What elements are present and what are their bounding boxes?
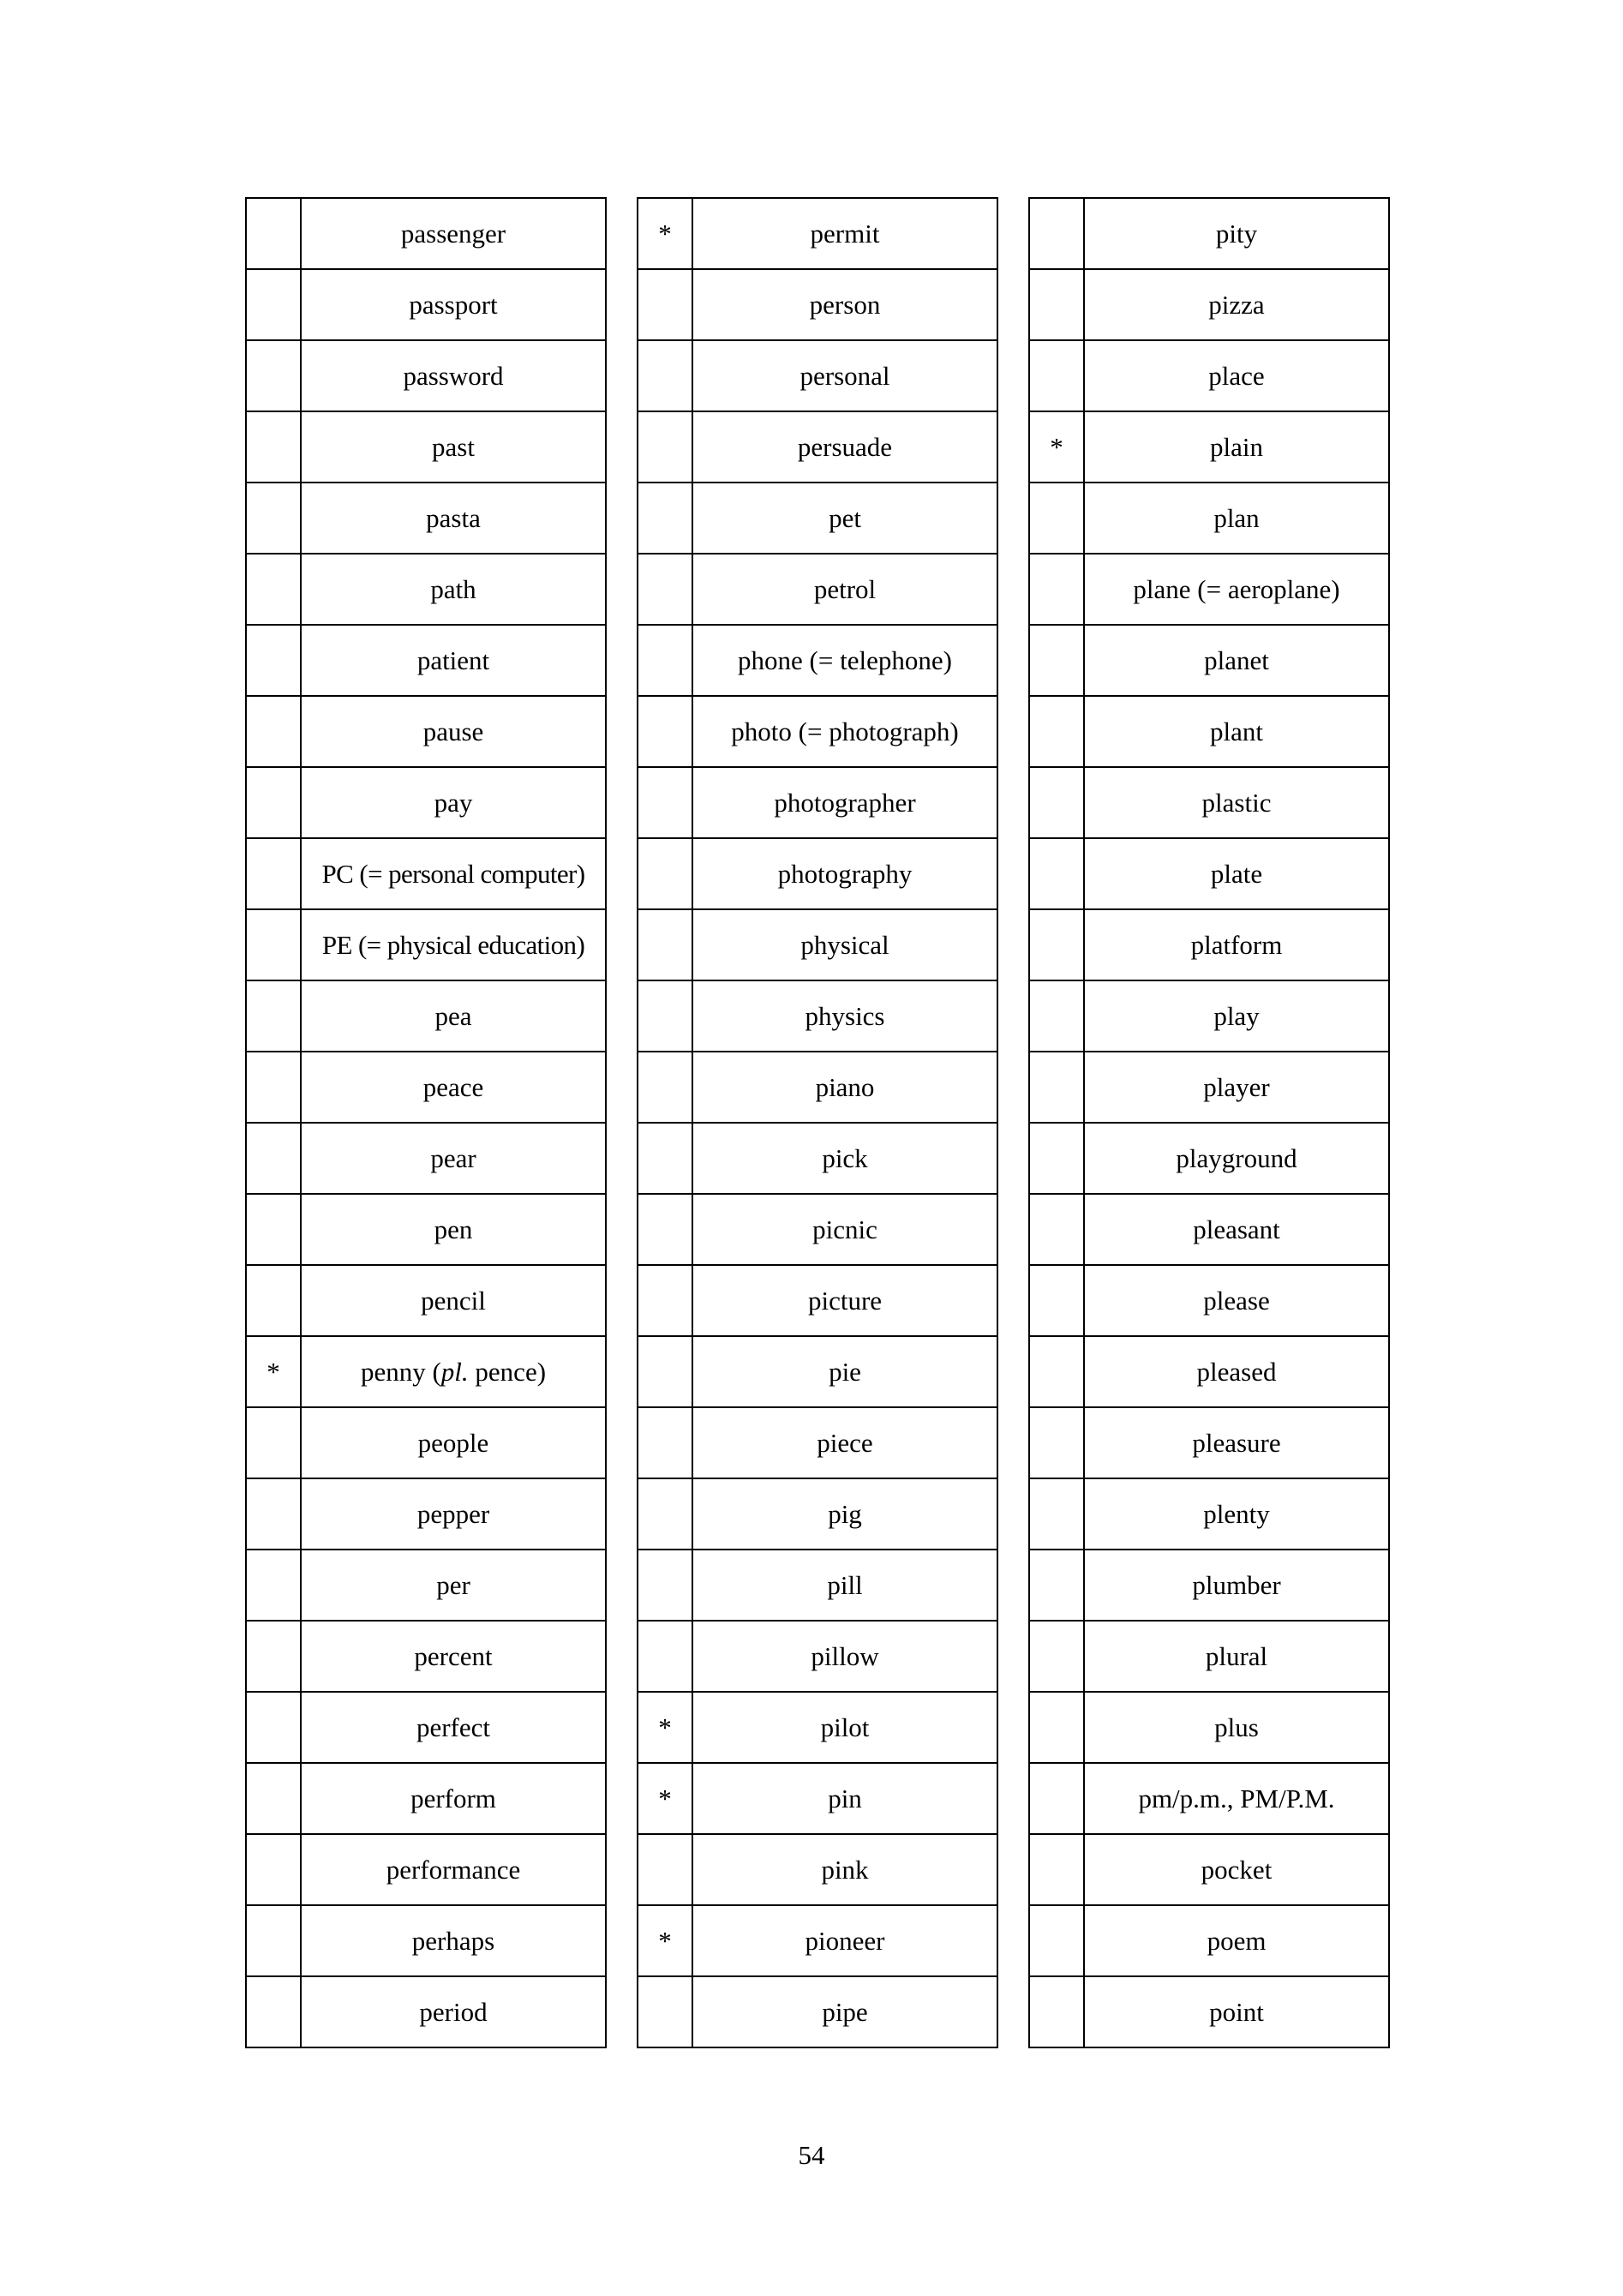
vocab-word: performance	[301, 1834, 606, 1905]
table-row	[638, 1763, 997, 1834]
table-row	[246, 483, 606, 554]
row-mark	[246, 1692, 301, 1763]
vocab-word: patient	[301, 625, 606, 696]
row-mark	[246, 269, 301, 340]
vocab-word: pin	[692, 1763, 997, 1834]
row-mark	[1029, 1905, 1084, 1976]
table-row	[638, 1265, 997, 1336]
table-row	[1029, 909, 1389, 980]
row-mark	[246, 1621, 301, 1692]
table-row	[638, 198, 997, 269]
row-mark	[638, 1265, 692, 1336]
vocab-word: piece	[692, 1407, 997, 1478]
row-mark	[638, 838, 692, 909]
table-row	[246, 909, 606, 980]
vocab-word: passport	[301, 269, 606, 340]
row-mark	[246, 1478, 301, 1550]
table-row	[1029, 483, 1389, 554]
row-mark	[1029, 767, 1084, 838]
vocab-word: plain	[1084, 411, 1389, 483]
row-mark	[1029, 1976, 1084, 2047]
table-row	[246, 1123, 606, 1194]
table-row	[1029, 1123, 1389, 1194]
table-row	[1029, 340, 1389, 411]
row-mark	[246, 1550, 301, 1621]
table-row	[1029, 1834, 1389, 1905]
table-row	[1029, 980, 1389, 1052]
word-list-column-3	[1028, 197, 1390, 2048]
table-row	[638, 483, 997, 554]
row-mark: *	[638, 1763, 692, 1834]
row-mark: *	[638, 198, 692, 269]
vocab-word: plastic	[1084, 767, 1389, 838]
vocab-word: pink	[692, 1834, 997, 1905]
table-row	[1029, 269, 1389, 340]
row-mark: *	[638, 1905, 692, 1976]
row-mark	[246, 1905, 301, 1976]
table-row	[1029, 554, 1389, 625]
table-row	[246, 411, 606, 483]
vocab-word: pleasant	[1084, 1194, 1389, 1265]
vocab-word: physics	[692, 980, 997, 1052]
word-list-column-2	[637, 197, 998, 2048]
vocab-word	[301, 1336, 606, 1407]
table-row	[1029, 1905, 1389, 1976]
table-row	[246, 1621, 606, 1692]
table-row	[638, 1478, 997, 1550]
table-row	[246, 838, 606, 909]
vocab-word: pear	[301, 1123, 606, 1194]
row-mark	[638, 269, 692, 340]
row-mark	[246, 1834, 301, 1905]
row-mark	[246, 1976, 301, 2047]
vocab-word: plan	[1084, 483, 1389, 554]
table-row	[638, 269, 997, 340]
vocab-word: pepper	[301, 1478, 606, 1550]
vocab-word: password	[301, 340, 606, 411]
table-row	[246, 1692, 606, 1763]
row-mark	[1029, 980, 1084, 1052]
row-mark	[638, 980, 692, 1052]
vocab-word: pizza	[1084, 269, 1389, 340]
vocab-word: pleased	[1084, 1336, 1389, 1407]
vocab-word: peace	[301, 1052, 606, 1123]
vocab-word: pencil	[301, 1265, 606, 1336]
row-mark	[638, 1550, 692, 1621]
vocab-word: pen	[301, 1194, 606, 1265]
vocab-word: place	[1084, 340, 1389, 411]
vocab-word: personal	[692, 340, 997, 411]
vocab-word: picture	[692, 1265, 997, 1336]
table-row	[246, 1052, 606, 1123]
vocab-word: pill	[692, 1550, 997, 1621]
table-row	[246, 1265, 606, 1336]
table-row	[1029, 767, 1389, 838]
row-mark	[1029, 1550, 1084, 1621]
table-row	[638, 980, 997, 1052]
vocab-word: photographer	[692, 767, 997, 838]
vocab-word: pea	[301, 980, 606, 1052]
vocab-word: pocket	[1084, 1834, 1389, 1905]
table-row	[246, 1905, 606, 1976]
row-mark	[638, 1407, 692, 1478]
vocab-word: plate	[1084, 838, 1389, 909]
table-row	[638, 1123, 997, 1194]
row-mark	[638, 340, 692, 411]
table-row	[1029, 198, 1389, 269]
table-row	[246, 198, 606, 269]
vocab-word-text: penny (	[360, 1357, 441, 1387]
table-row	[1029, 1763, 1389, 1834]
vocab-word: poem	[1084, 1905, 1389, 1976]
vocab-word: pause	[301, 696, 606, 767]
table-row	[1029, 1478, 1389, 1550]
row-mark	[638, 1834, 692, 1905]
table-row	[246, 1763, 606, 1834]
table-row	[246, 980, 606, 1052]
vocab-word: plane (= aeroplane)	[1084, 554, 1389, 625]
vocab-word: pioneer	[692, 1905, 997, 1976]
row-mark	[1029, 1834, 1084, 1905]
row-mark	[246, 411, 301, 483]
vocab-word: persuade	[692, 411, 997, 483]
table-row	[246, 625, 606, 696]
vocab-word: passenger	[301, 198, 606, 269]
row-mark	[246, 1123, 301, 1194]
table-row	[1029, 1194, 1389, 1265]
vocab-word: petrol	[692, 554, 997, 625]
row-mark	[246, 909, 301, 980]
row-mark	[638, 411, 692, 483]
row-mark	[1029, 1052, 1084, 1123]
vocab-word: perhaps	[301, 1905, 606, 1976]
table-row	[638, 1052, 997, 1123]
table-row	[246, 696, 606, 767]
row-mark	[638, 1123, 692, 1194]
table-row	[638, 554, 997, 625]
table-row	[1029, 696, 1389, 767]
row-mark	[246, 1763, 301, 1834]
table-row	[1029, 1407, 1389, 1478]
row-mark	[246, 340, 301, 411]
row-mark	[1029, 1692, 1084, 1763]
row-mark	[1029, 1478, 1084, 1550]
row-mark	[246, 554, 301, 625]
table-row	[638, 625, 997, 696]
table-row	[1029, 1621, 1389, 1692]
row-mark	[1029, 340, 1084, 411]
table-row	[1029, 625, 1389, 696]
row-mark	[246, 767, 301, 838]
vocab-word: PC (= personal computer)	[301, 838, 606, 909]
vocab-word: pillow	[692, 1621, 997, 1692]
table-row	[1029, 1265, 1389, 1336]
row-mark	[246, 198, 301, 269]
table-row	[246, 554, 606, 625]
row-mark	[246, 483, 301, 554]
vocab-word: piano	[692, 1052, 997, 1123]
row-mark	[246, 625, 301, 696]
word-list-column-1	[245, 197, 607, 2048]
vocab-word: platform	[1084, 909, 1389, 980]
row-mark	[638, 767, 692, 838]
table-row	[246, 1550, 606, 1621]
row-mark	[638, 1478, 692, 1550]
row-mark	[1029, 1763, 1084, 1834]
vocab-word: plus	[1084, 1692, 1389, 1763]
table-row	[638, 1692, 997, 1763]
table-row	[246, 1976, 606, 2047]
vocab-word: plural	[1084, 1621, 1389, 1692]
vocab-word: past	[301, 411, 606, 483]
table-row	[246, 1407, 606, 1478]
vocab-word: permit	[692, 198, 997, 269]
row-mark	[1029, 198, 1084, 269]
row-mark	[1029, 554, 1084, 625]
vocab-word: play	[1084, 980, 1389, 1052]
vocab-word: period	[301, 1976, 606, 2047]
row-mark	[1029, 483, 1084, 554]
row-mark	[1029, 1123, 1084, 1194]
table-row	[1029, 1336, 1389, 1407]
table-row	[638, 1905, 997, 1976]
row-mark	[246, 838, 301, 909]
row-mark	[1029, 909, 1084, 980]
vocab-word: person	[692, 269, 997, 340]
vocab-word: people	[301, 1407, 606, 1478]
vocab-word: plenty	[1084, 1478, 1389, 1550]
table-row	[638, 909, 997, 980]
row-mark	[1029, 1336, 1084, 1407]
vocab-word: pig	[692, 1478, 997, 1550]
vocab-word: PE (= physical education)	[301, 909, 606, 980]
vocab-word: per	[301, 1550, 606, 1621]
row-mark: *	[246, 1336, 301, 1407]
row-mark	[246, 696, 301, 767]
row-mark	[1029, 696, 1084, 767]
row-mark	[246, 980, 301, 1052]
table-row	[638, 696, 997, 767]
table-row	[246, 1194, 606, 1265]
table-row	[638, 340, 997, 411]
vocab-word: please	[1084, 1265, 1389, 1336]
vocab-word: plant	[1084, 696, 1389, 767]
row-mark	[1029, 269, 1084, 340]
row-mark: *	[1029, 411, 1084, 483]
row-mark: *	[638, 1692, 692, 1763]
vocab-word: pity	[1084, 198, 1389, 269]
vocab-word: physical	[692, 909, 997, 980]
table-row	[638, 1194, 997, 1265]
table-row	[638, 1550, 997, 1621]
table-row	[246, 1834, 606, 1905]
row-mark	[638, 483, 692, 554]
row-mark	[1029, 1407, 1084, 1478]
row-mark	[246, 1265, 301, 1336]
row-mark	[638, 1336, 692, 1407]
table-row	[638, 767, 997, 838]
table-row	[246, 1336, 606, 1407]
vocab-word: pilot	[692, 1692, 997, 1763]
row-mark	[638, 1052, 692, 1123]
row-mark	[638, 696, 692, 767]
table-row	[638, 1976, 997, 2047]
table-row	[1029, 1550, 1389, 1621]
table-row	[1029, 1052, 1389, 1123]
row-mark	[1029, 838, 1084, 909]
table-row	[1029, 411, 1389, 483]
row-mark	[1029, 1265, 1084, 1336]
table-row	[638, 838, 997, 909]
vocab-word: phone (= telephone)	[692, 625, 997, 696]
row-mark	[246, 1407, 301, 1478]
table-row	[638, 1834, 997, 1905]
vocab-word: percent	[301, 1621, 606, 1692]
table-row	[246, 269, 606, 340]
vocab-word: perfect	[301, 1692, 606, 1763]
vocab-word: planet	[1084, 625, 1389, 696]
row-mark	[638, 554, 692, 625]
vocab-word: path	[301, 554, 606, 625]
vocab-word: plumber	[1084, 1550, 1389, 1621]
vocab-word: perform	[301, 1763, 606, 1834]
page-number: 54	[798, 2140, 825, 2170]
row-mark	[246, 1194, 301, 1265]
vocab-word: picnic	[692, 1194, 997, 1265]
vocab-word: point	[1084, 1976, 1389, 2047]
row-mark	[638, 909, 692, 980]
row-mark	[1029, 1621, 1084, 1692]
vocab-word: pie	[692, 1336, 997, 1407]
row-mark	[638, 1194, 692, 1265]
table-row	[246, 340, 606, 411]
row-mark	[1029, 625, 1084, 696]
vocab-word: pm/p.m., PM/P.M.	[1084, 1763, 1389, 1834]
vocab-word: pet	[692, 483, 997, 554]
table-row	[638, 1621, 997, 1692]
vocab-word: player	[1084, 1052, 1389, 1123]
row-mark	[638, 1621, 692, 1692]
vocab-word: playground	[1084, 1123, 1389, 1194]
vocab-word: photo (= photograph)	[692, 696, 997, 767]
table-row	[1029, 1976, 1389, 2047]
table-row	[638, 1336, 997, 1407]
table-row	[246, 1478, 606, 1550]
vocab-word: pleasure	[1084, 1407, 1389, 1478]
table-row	[638, 411, 997, 483]
row-mark	[638, 1976, 692, 2047]
vocab-word: pasta	[301, 483, 606, 554]
vocab-word: pick	[692, 1123, 997, 1194]
row-mark	[1029, 1194, 1084, 1265]
table-row	[246, 767, 606, 838]
vocab-word: pipe	[692, 1976, 997, 2047]
vocab-word: pay	[301, 767, 606, 838]
table-row	[638, 1407, 997, 1478]
row-mark	[638, 625, 692, 696]
vocab-word: photography	[692, 838, 997, 909]
row-mark	[246, 1052, 301, 1123]
vocab-word-text: pence)	[468, 1357, 547, 1387]
table-row	[1029, 838, 1389, 909]
table-row	[1029, 1692, 1389, 1763]
vocab-word-italic: pl.	[440, 1357, 469, 1387]
